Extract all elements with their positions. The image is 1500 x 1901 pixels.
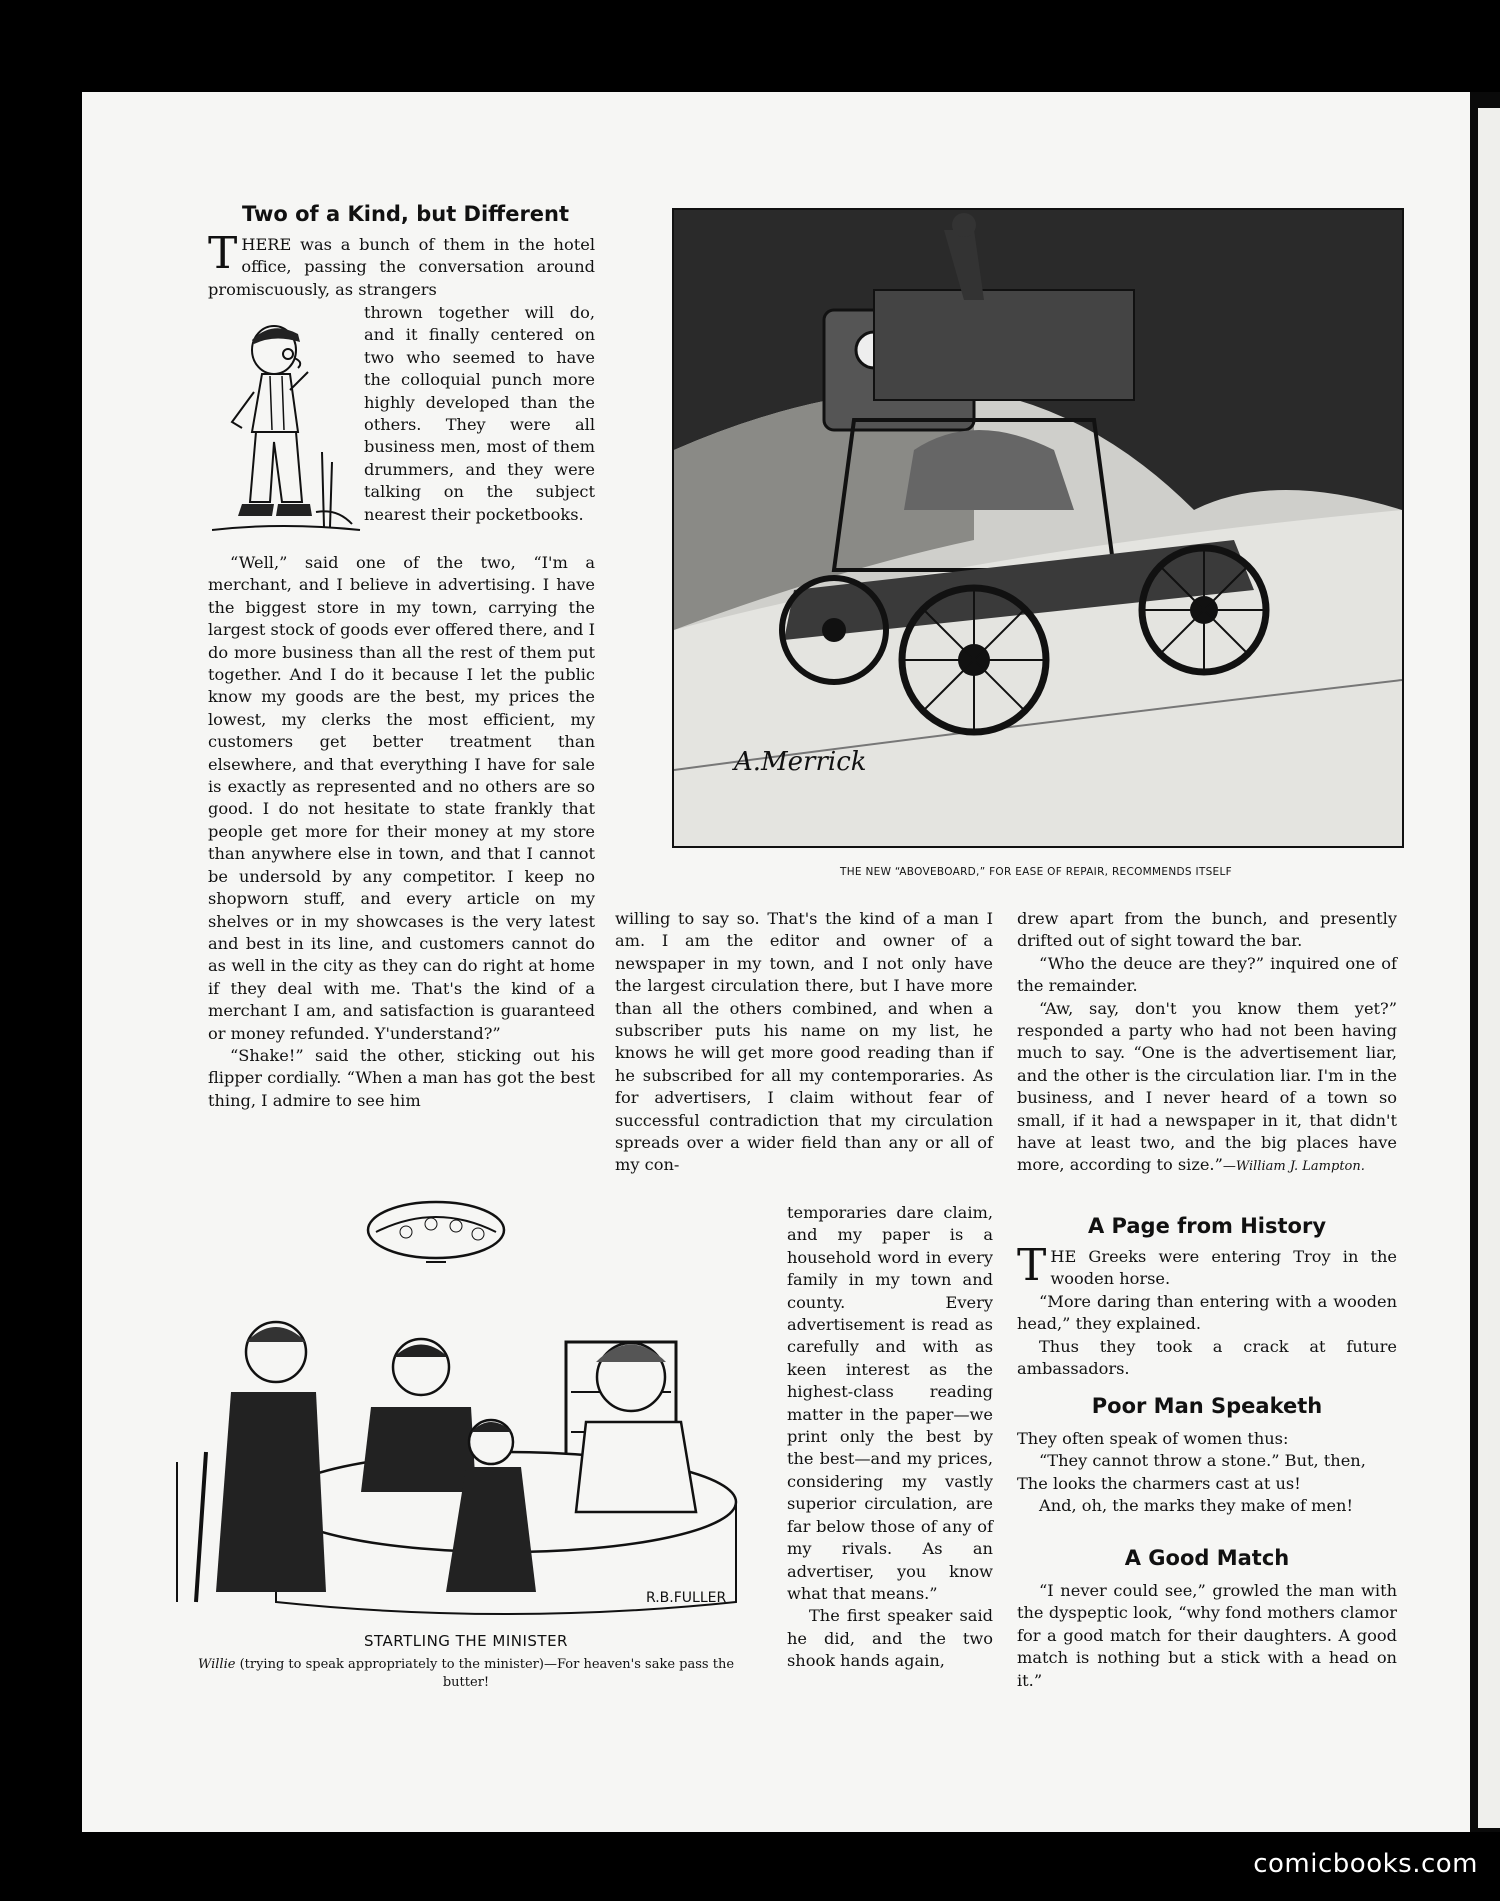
car-drawing bbox=[674, 210, 1402, 846]
dinner-title: STARTLING THE MINISTER bbox=[364, 1632, 568, 1650]
dinner-caption-text: (trying to speak appropriately to the minister)—For heaven's sake pass the butter! bbox=[235, 1657, 735, 1690]
history-drop-cap: T bbox=[1017, 1240, 1047, 1291]
watermark: comicbooks.com bbox=[1253, 1849, 1478, 1879]
cartoon-man-illustration bbox=[212, 312, 362, 537]
svg-text:A.Merrick: A.Merrick bbox=[734, 747, 867, 777]
article-intro: THERE was a bunch of them in the hotel office, passing the conversation around promiscuously, as strangers bbox=[208, 228, 595, 299]
history-title: A Page from History bbox=[1087, 1214, 1327, 1238]
facing-page-edge bbox=[1478, 108, 1500, 1828]
article-body-col3: drew apart from the bunch, and presently drifted out of sight toward the bar. “Who the deuce are they?” inquired one of the remainder. “Aw, say, don't you know them yet?” responded a party who had not been having much to say. “One is the advertisement liar, and the other is the circulation liar. I'm in the business, and I never heard of a town so small, if it had a newspaper in it, that didn't have at least two, and the big places have more, according to size.”—William J. Lampton. bbox=[1017, 909, 1397, 1175]
drop-cap: T bbox=[208, 228, 238, 279]
car-caption: THE NEW “ABOVEBOARD,” FOR EASE OF REPAIR, RECOMMENDS ITSELF bbox=[840, 866, 1232, 878]
dinner-caption-name: Willie bbox=[197, 1657, 236, 1672]
article-title: Two of a Kind, but Different bbox=[241, 202, 570, 226]
dinner-caption bbox=[176, 1656, 756, 1692]
poem-title: Poor Man Speaketh bbox=[1091, 1394, 1323, 1418]
dinner-illustration bbox=[176, 1192, 756, 1626]
author-signature: —William J. Lampton. bbox=[1222, 1159, 1365, 1175]
article-body-col2: willing to say so. That's the kind of a man I am. I am the editor and owner of a newspaper in my town, and I not only have the largest circulation there, but I have more than all the others combined, and when a subscriber puts his name on my list, he knows he will get more good reading than if he subscribed for all my contemporaries. As for advertisers, I claim without fear of successful contradiction that my circulation spreads over a wider field than any or all of my con- bbox=[615, 909, 993, 1175]
history-body: THE Greeks were entering Troy in the wooden horse. “More daring than entering with a wooden head,” they explained. Thus they took a crack at future ambassadors. bbox=[1017, 1240, 1397, 1379]
poem-body: They often speak of women thus: “They cannot throw a stone.” But, then, The looks the charmers cast at us! And, oh, the marks they make of men! bbox=[1017, 1429, 1366, 1516]
article-intro-wrap: thrown together will do, and it finally centered on two who seemed to have the colloquial punch more highly developed than the others. They were all business men, most of them drummers, and they were talking on the subject nearest their pocketbooks. bbox=[364, 303, 595, 524]
svg-text:R.B.FULLER: R.B.FULLER bbox=[646, 1590, 727, 1606]
article-body-col2-narrow: temporaries dare claim, and my paper is a household word in every family in my town and county. Every advertisement is read as carefully and with as keen interest as the highest-class reading matter in the paper—we print only the best by the best—and my prices, considering my vastly superior circulation, are far below those of any of my rivals. As an advertiser, you know what that means.” The first speaker said he did, and the two shook hands again, bbox=[787, 1203, 993, 1671]
match-title: A Good Match bbox=[1124, 1546, 1290, 1570]
match-body: “I never could see,” growled the man with the dyspeptic look, “why fond mothers clamor for a good match for their daughters. A good match is nothing but a stick with a head on it.” bbox=[1017, 1581, 1397, 1690]
article-body-col1: “Well,” said one of the two, “I'm a merchant, and I believe in advertising. I have the biggest store in my town, carrying the largest stock of goods ever offered there, and I do more business than all the rest of them put together. And I do it because I let the public know my goods are the best, my prices the lowest, my clerks the most efficient, my customers get better treatment than elsewhere, and that everything I have for sale is exactly as represented and no others are so good. I do not hesitate to state frankly that people get more for their money at my store than anywhere else in town, and that I cannot be undersold by any competitor. I keep no shopworn stuff, and every article on my shelves or in my showcases is the very latest and best in its line, and customers cannot do as well in the city as they can do right at home if they deal with me. That's the kind of a merchant I am, and satisfaction is guaranteed or money refunded. Y'understand?” “Shake!” said the other, sticking out his flipper cordially. “When a man has got the best thing, I admire to see him bbox=[208, 553, 595, 1110]
car-illustration bbox=[672, 208, 1404, 848]
